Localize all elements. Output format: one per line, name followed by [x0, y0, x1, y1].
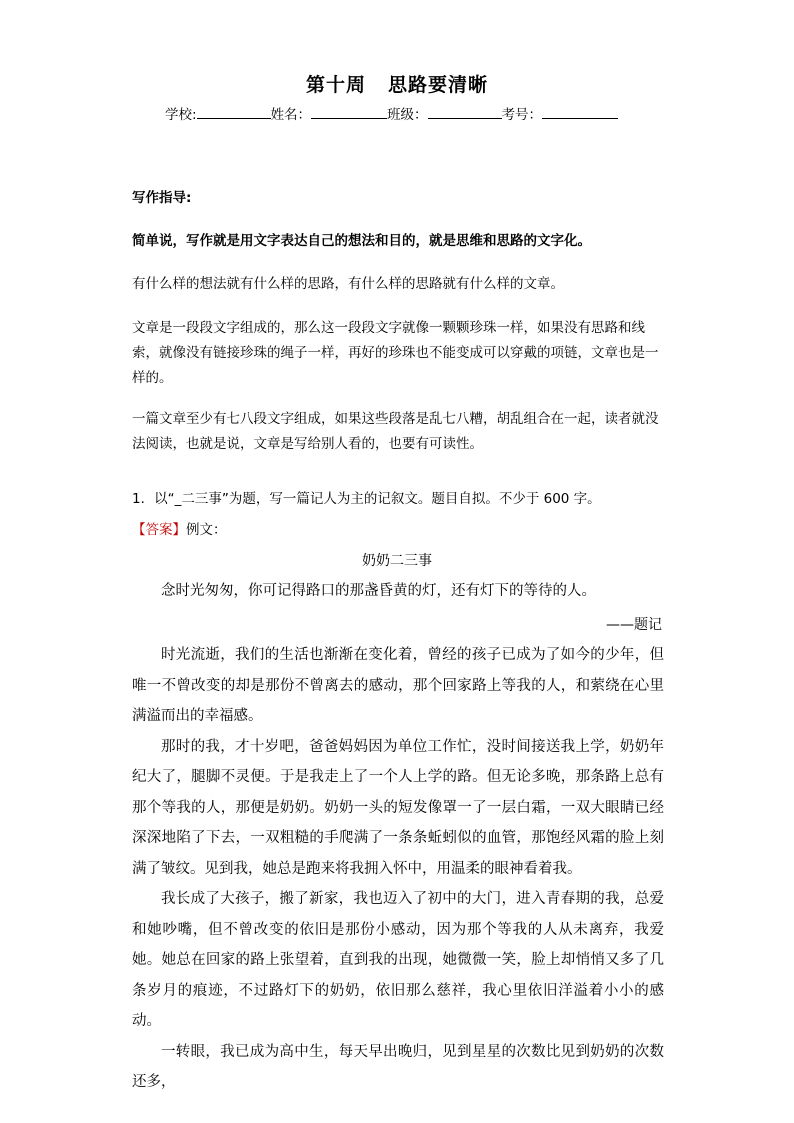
answer-line — [132, 518, 664, 543]
guide-heading: 写作指导: — [132, 190, 192, 206]
title-topic: 思路要清晰 — [388, 74, 489, 96]
essay-paragraph: 一转眼，我已成为高中生，每天早出晚归，见到星星的次数比见到奶奶的次数还多， — [132, 1043, 664, 1090]
answer-label: 例文： — [186, 522, 227, 538]
student-info-line — [165, 103, 618, 123]
school-blank[interactable] — [197, 105, 271, 119]
name-label: 姓名： — [270, 107, 312, 123]
number-blank[interactable] — [542, 105, 618, 119]
essay-paragraph: 我长成了大孩子，搬了新家，我也迈入了初中的大门，进入青春期的我，总爱和她吵嘴，但不曾改变的依旧是那份小感动，因为那个等我的人从未离弃，我爱她。她总在回家的路上张望着，直到我的出现，她微微一笑，脸上却悄悄又多了几条岁月的痕迹，不过路灯下的奶奶，依旧那么慈祥，我心里依旧洋溢着小小的感动。 — [132, 891, 664, 1029]
answer-tag: 【答案】 — [132, 522, 186, 538]
guide-paragraph-3: 一篇文章至少有七八段文字组成，如果这些段落是乱七八糟，胡乱组合在一起，读者就没法阅读，也就是说，文章是写给别人看的，也要有可读性。 — [132, 411, 659, 452]
class-label: 班级： — [387, 107, 428, 123]
guide-summary: 简单说，写作就是用文字表达自己的想法和目的，就是思维和思路的文字化。 — [132, 233, 591, 249]
number-label: 考号： — [501, 107, 543, 123]
guide-paragraph-2: 文章是一段段文字组成的，那么这一段段文字就像一颗颗珍珠一样，如果没有思路和线索，就像没有链接珍珠的绳子一样，再好的珍珠也不能变成可以穿戴的项链，文章也是一样的。 — [132, 320, 659, 386]
essay-body — [132, 640, 664, 1098]
essay-title: 奶奶二三事 — [362, 553, 432, 569]
essay-epigraph: 念时光匆匆，你可记得路口的那盏昏黄的灯，还有灯下的等待的人。 — [161, 583, 596, 599]
name-blank[interactable] — [311, 105, 387, 119]
question-text: 1．以“_二三事”为题，写一篇记人为主的记叙文。题目自拟。不少于 600 字。 — [132, 491, 601, 507]
guide-paragraph-1: 有什么样的想法就有什么样的思路，有什么样的思路就有什么样的文章。 — [132, 276, 564, 292]
page-title — [0, 70, 794, 97]
title-week: 第十周 — [305, 74, 366, 96]
school-label: 学校: — [165, 107, 197, 123]
class-blank[interactable] — [428, 105, 502, 119]
essay-paragraph: 那时的我，才十岁吧，爸爸妈妈因为单位工作忙，没时间接送我上学，奶奶年纪大了，腿脚不灵便。于是我走上了一个人上学的路。但无论多晚，那条路上总有那个等我的人，那便是奶奶。奶奶一头的短发像罩一了一层白霜，一双大眼睛已经深深地陷了下去，一双粗糙的手爬满了一条条蚯蚓似的血管，那饱经风霜的脸上刻满了皱纹。见到我，她总是跑来将我拥入怀中，用温柔的眼神看着我。 — [132, 738, 664, 877]
essay-signature: ——题记 — [606, 617, 662, 633]
essay-paragraph: 时光流逝，我们的生活也渐渐在变化着，曾经的孩子已成为了如今的少年，但唯一不曾改变的却是那份不曾离去的感动，那个回家路上等我的人，和萦绕在心里满溢而出的幸福感。 — [132, 647, 664, 724]
